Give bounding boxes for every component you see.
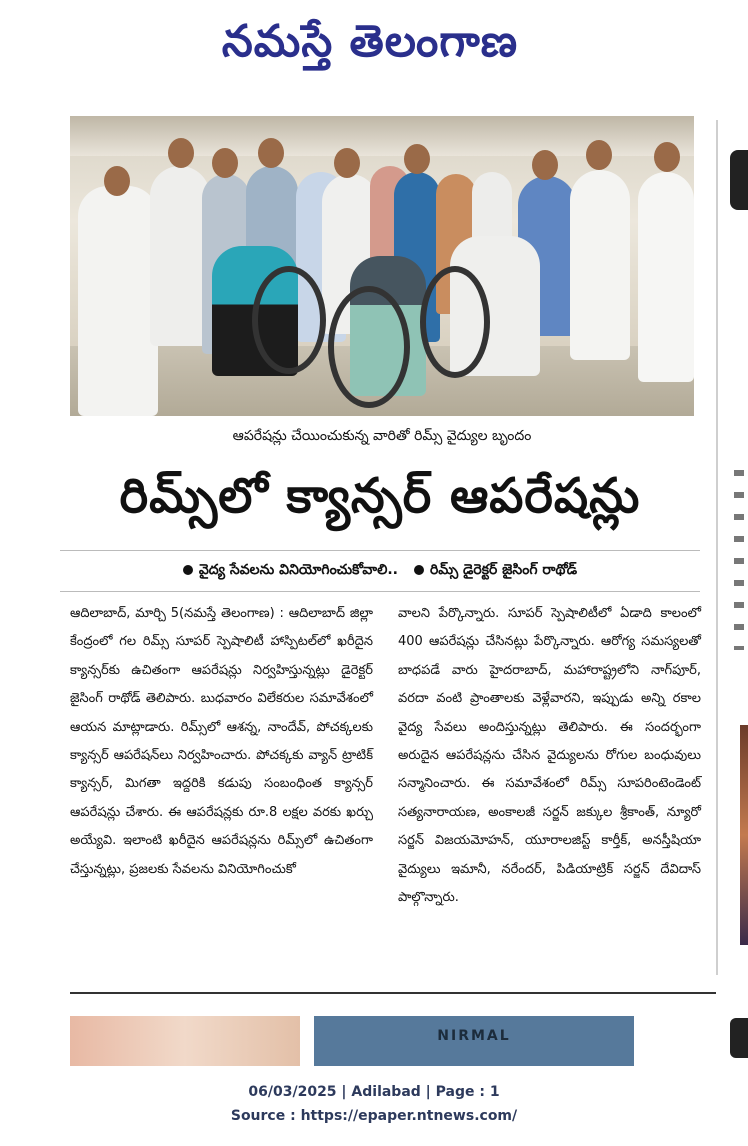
footer-date-line: 06/03/2025 | Adilabad | Page : 1: [248, 1084, 500, 1100]
photo-head: [334, 148, 360, 178]
article-body-column-2: వాలని పేర్కొన్నారు. సూపర్ స్పెషాలిటీలో ఏడాది కాలంలో 400 ఆపరేషన్లు చేసినట్లు పేర్కొన్నారు. ఆరోగ్య సమస్యలతో బాధపడే వారు హైదరాబాద్, మహారాష్ట్రలోని నాగ్‌పూర్, వరదా వంటి ప్రాంతాలకు వెళ్లేవారని, ఇప్పుడు అన్ని రకాల వైద్య సేవలు అందిస్తున్నట్లు తెలిపారు. ఈ సందర్భంగా అరుదైన ఆపరేషన్లను చేసిన వైద్యులను రోగుల బంధువులు సన్మానించారు. ఈ సమావేశంలో రిమ్స్ సూపరింటెండెంట్ సత్యనారాయణ, అంకాలజీ సర్జన్ జక్కుల శ్రీకాంత్, న్యూరో సర్జన్ విజయమోహన్, యూరాలజిస్ట్ కార్తీక్, అనస్తీషియా వైద్యులు ఇమానీ, నరేందర్, పిడియాట్రిక్ సర్జన్ దేవిదాస్ పాల్గొన్నారు.: [398, 606, 701, 906]
adjacent-article-strip: [722, 130, 748, 650]
photo-head: [258, 138, 284, 168]
subhead-text: రిమ్స్ డైరెక్టర్ జైసింగ్ రాథోడ్: [429, 561, 578, 578]
photo-head: [212, 148, 238, 178]
photo-wheelchair: [252, 266, 326, 374]
masthead-title: నమస్తే తెలంగాణ: [221, 16, 519, 67]
subhead-item: [414, 562, 577, 581]
photo-head: [404, 144, 430, 174]
article-body-column-1: ఆదిలాబాద్, మార్చి 5(నమస్తే తెలంగాణ) : ఆదిలాబాద్ జిల్లా కేంద్రంలో గల రిమ్స్ సూపర్ స్పెషాలిటీ హాస్పిటల్‌లో ఖరీదైన క్యాన్సర్‌కు ఉచితంగా ఆపరేషన్లు నిర్వహిస్తున్నట్లు డైరెక్టర్ జైసింగ్ రాథోడ్ తెలిపారు. బుధవారం విలేకరుల సమావేశంలో ఆయన మాట్లాడారు. రిమ్స్‌లో ఆశన్న, నాందేవ్, పోచక్కలకు క్యాన్సర్ ఆపరేషన్‌లు నిర్వహించారు. పోచక్కకు వ్యాన్ ట్రాటిక్ క్యాన్సర్, మిగతా ఇద్దరికి కడుపు సంబంధింత క్యాన్సర్ ఆపరేషన్లు చేశారు. ఈ ఆపరేషన్లకు రూ.8 లక్షల వరకు ఖర్చు అయ్యేవి. ఇలాంటి ఖరీదైన ఆపరేషన్లను రిమ్స్‌లో ఉచితంగా చేస్తున్నట్లు, ప్రజలకు సేవలను వినియోగించుకో: [70, 606, 373, 877]
photo-head: [532, 150, 558, 180]
adjacent-photo-fragment: [740, 725, 748, 945]
adjacent-text-fragment: [734, 470, 744, 650]
page-footer: [0, 1080, 748, 1128]
article-bottom-rule: [70, 992, 716, 994]
subhead-text: వైద్య సేవలను వినియోగించుకోవాలి..: [198, 561, 398, 578]
photo-person: [150, 166, 210, 346]
adjacent-fragment-bottom: [730, 1018, 748, 1058]
next-story-preview: [70, 1016, 694, 1066]
article-headline: రిమ్స్‌లో క్యాన్సర్ ఆపరేషన్లు: [119, 468, 641, 524]
news-photo: [70, 116, 694, 416]
photo-person: [78, 186, 158, 416]
photo-wheelchair: [328, 286, 410, 408]
bullet-icon: [183, 565, 193, 575]
photo-head: [586, 140, 612, 170]
next-story-sign-text: NIRMAL: [437, 1028, 511, 1044]
subhead-item: [183, 562, 398, 581]
footer-source-line: Source : https://epaper.ntnews.com/: [230, 1108, 518, 1124]
next-story-photo: [70, 1016, 300, 1066]
photo-head: [104, 166, 130, 196]
photo-head: [654, 142, 680, 172]
photo-caption: ఆపరేషన్లు చేయించుకున్న వారితో రిమ్స్ వైద్యుల బృందం: [232, 428, 532, 444]
photo-person: [638, 172, 694, 382]
photo-head: [168, 138, 194, 168]
adjacent-headline-fragment: [730, 150, 748, 210]
photo-person: [570, 170, 630, 360]
bullet-icon: [414, 565, 424, 575]
next-story-sign: [314, 1016, 634, 1066]
column-divider: [716, 120, 718, 975]
article-subheads: [60, 550, 700, 592]
photo-wheelchair: [420, 266, 490, 378]
